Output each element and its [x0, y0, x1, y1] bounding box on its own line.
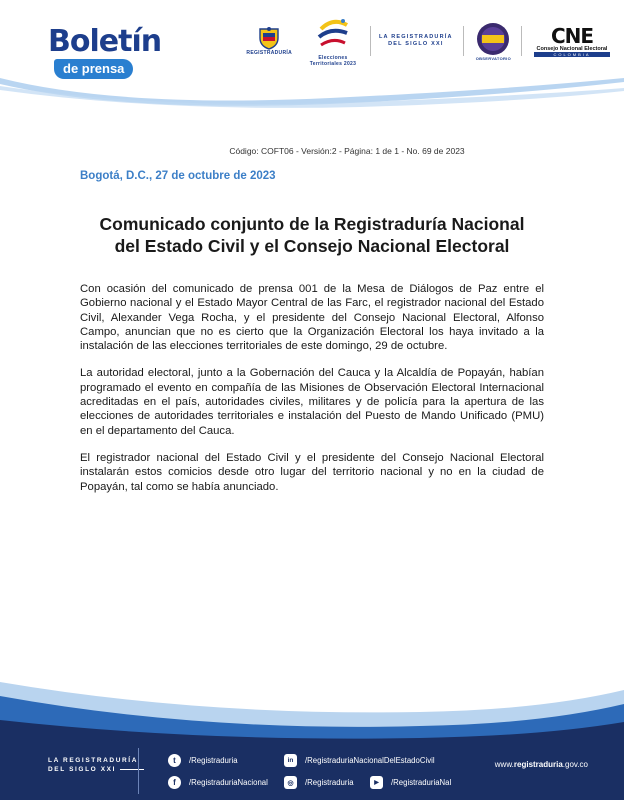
footer — [0, 682, 624, 800]
footer-brand-line2: DEL SIGLO XXI — [48, 765, 144, 774]
twitter-icon: t — [168, 754, 181, 767]
logo-divider — [370, 26, 371, 56]
brand-subtitle: de prensa — [54, 59, 133, 79]
title-line-1: Comunicado conjunto de la Registraduría Nacional — [99, 214, 525, 234]
header-logos — [234, 18, 610, 67]
social-twitter[interactable] — [168, 754, 238, 767]
footer-divider — [138, 748, 139, 794]
coat-of-arms-icon — [258, 26, 280, 50]
cne-logo — [534, 23, 610, 57]
observatorio-logo — [476, 22, 511, 61]
social-instagram[interactable] — [284, 776, 354, 789]
observatorio-logo-text: OBSERVATORIO — [475, 55, 511, 61]
social-youtube[interactable] — [370, 776, 451, 789]
elecciones-logo-text: Elecciones Territoriales 2023 — [309, 55, 357, 67]
page-title — [60, 213, 564, 257]
header — [0, 0, 624, 108]
instagram-icon: ◎ — [284, 776, 297, 789]
brand-title: Boletín — [48, 24, 162, 59]
round-seal-icon — [476, 22, 510, 56]
dateline: Bogotá, D.C., 27 de octubre de 2023 — [80, 170, 276, 182]
footer-brand-line1: LA REGISTRADURÍA — [48, 757, 138, 764]
linkedin-icon: in — [284, 754, 297, 767]
elecciones-2023-icon — [313, 15, 353, 55]
paragraph: Con ocasión del comunicado de prensa 001 de la Mesa de Diálogos de Paz entre el Gobierno nacional y el Estado Mayor Central de las Farc, el registrador nacional del Estado Civil, Alexander Vega Rocha, y el presidente del Consejo Nacional Electoral, Alfonso Campo, anuncian que no es cierto que la Organización Electoral los haya invitado a la instalación de las elecciones territoriales de este domingo, 29 de octubre. — [80, 283, 544, 353]
footer-brand — [48, 756, 144, 774]
registraduria-logo — [246, 26, 292, 56]
social-facebook[interactable] — [168, 776, 268, 789]
cne-name: Consejo Nacional Electoral — [536, 45, 608, 52]
footer-brand-rule — [120, 769, 144, 770]
social-linkedin[interactable] — [284, 754, 435, 767]
reg-siglo-line1: LA REGISTRADURÍA — [378, 34, 453, 40]
social-handle[interactable]: /Registraduria — [305, 778, 354, 787]
social-handle[interactable]: /RegistraduriaNacionalDelEstadoCivil — [305, 756, 435, 765]
website-link[interactable]: www.registraduria.gov.co — [494, 760, 588, 769]
registraduria-logo-text: REGISTRADURÍA — [246, 50, 292, 56]
cne-country: COLOMBIA — [534, 52, 610, 57]
header-wave — [0, 72, 624, 108]
facebook-icon: f — [168, 776, 181, 789]
logo-divider — [521, 26, 522, 56]
youtube-icon: ▶ — [370, 776, 383, 789]
social-handle[interactable]: /Registraduria — [189, 756, 238, 765]
press-release-body — [80, 282, 544, 507]
paragraph: La autoridad electoral, junto a la Gobernación del Cauca y la Alcaldía de Popayán, habían programado el evento en compañía de las Misiones de Observación Electoral Internacional acreditadas en el país, autoridades civiles, militares y de policía para la apertura de las elecciones de autoridades territoriales e instalación del Puesto de Mando Unificado (PMU) en el departamento del Cauca. — [80, 367, 544, 437]
cne-abbreviation: CNE — [550, 23, 594, 48]
paragraph: El registrador nacional del Estado Civil y el presidente del Consejo Nacional Electoral instalarán estos comicios desde otro lugar del territorio nacional y no en la ciudad de Popayán, tal como se había anunciado. — [80, 451, 544, 493]
logo-divider — [463, 26, 464, 56]
elecciones-logo — [306, 15, 360, 67]
reg-siglo-line2: DEL SIGLO XXI — [388, 41, 444, 47]
document-code-line: Código: COFT06 - Versión:2 - Página: 1 de 1 - No. 69 de 2023 — [229, 146, 465, 156]
social-handle[interactable]: /RegistraduriaNacional — [189, 778, 268, 787]
title-line-2: del Estado Civil y el Consejo Nacional Electoral — [114, 236, 510, 256]
registraduria-siglo-xxi-logo — [379, 34, 453, 48]
social-handle[interactable]: /RegistraduriaNal — [391, 778, 452, 787]
